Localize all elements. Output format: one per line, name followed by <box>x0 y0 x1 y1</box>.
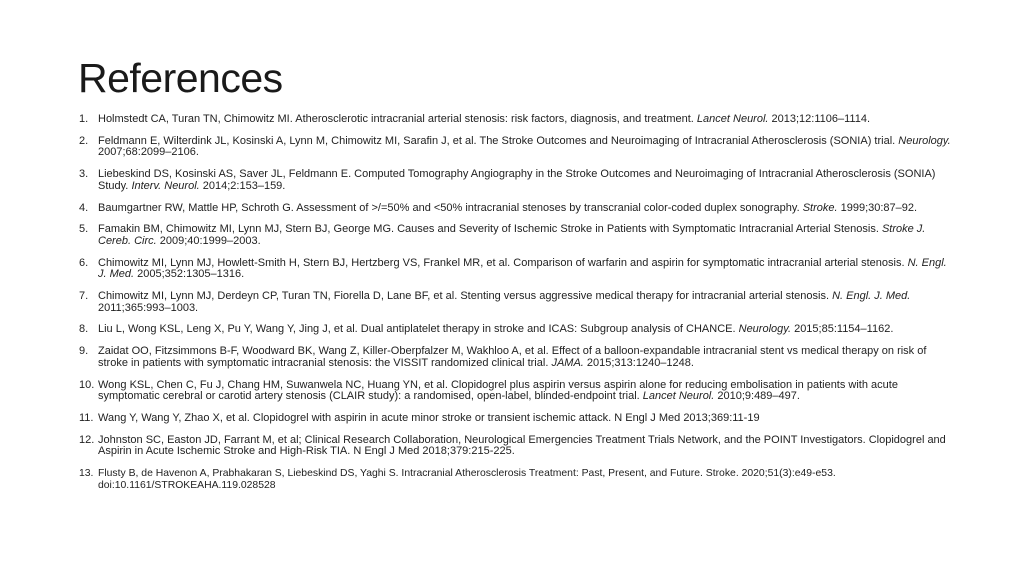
reference-journal: Neurology. <box>738 323 792 336</box>
reference-citation: 1999;30:87–92. <box>837 201 918 214</box>
reference-text: Feldmann E, Wilterdink JL, Kosinski A, Lynn M, Chimowitz MI, Sarafin J, et al. The Stroke Outcomes and Neuroimaging of Intracranial Atherosclerosis (SONIA) trial. <box>98 134 899 147</box>
reference-number: 3. <box>79 168 89 181</box>
reference-journal: Interv. Neurol. <box>131 179 200 192</box>
reference-citation: 2009;40:1999–2003. <box>156 234 261 247</box>
reference-citation: 2011;365:993–1003. <box>98 301 199 314</box>
reference-text: Chimowitz MI, Lynn MJ, Howlett-Smith H, Stern BJ, Hertzberg VS, Frankel MR, et al. Comparison of warfarin and aspirin for symptomatic intracranial arterial stenosis. <box>98 256 908 269</box>
reference-item <box>79 169 951 192</box>
reference-item <box>79 291 951 314</box>
reference-citation: 2013;12:1106–1114. <box>768 113 871 125</box>
reference-item <box>79 324 951 336</box>
reference-text: Wong KSL, Chen C, Fu J, Chang HM, Suwanwela NC, Huang YN, et al. Clopidogrel plus aspirin versus aspirin alone for reducing embolisation in patients with acute symptomatic cerebral or carotid artery stenosis (CLAIR study): a randomised, open-label, blinded-endpoint trial. <box>98 378 898 403</box>
reference-citation: 2015;313:1240–1248. <box>583 356 694 369</box>
reference-number: 2. <box>79 134 89 147</box>
reference-item <box>79 224 951 247</box>
reference-number: 8. <box>79 323 89 336</box>
reference-citation: 2015;85:1154–1162. <box>791 323 894 336</box>
reference-text: Baumgartner RW, Mattle HP, Schroth G. Assessment of >/=50% and <50% intracranial stenoses by transcranial color-coded duplex sonography. <box>98 201 803 214</box>
reference-text: Johnston SC, Easton JD, Farrant M, et al; Clinical Research Collaboration, Neurological Emergencies Treatment Trials Network, and the POINT Investigators. Clopidogrel and Aspirin in Acute Ischemic Stroke and High-Risk TIA. N Engl J Med 2018;379:215-225. <box>98 433 946 458</box>
reference-citation: 2007;68:2099–2106. <box>98 146 199 159</box>
reference-citation: 2005;352:1305–1316. <box>134 268 245 281</box>
reference-item <box>79 435 951 458</box>
reference-citation: 2010;9:489–497. <box>714 390 800 403</box>
reference-citation: 2014;2:153–159. <box>199 179 286 192</box>
reference-number: 11. <box>79 411 94 424</box>
reference-journal: N. Engl. J. Med. <box>832 290 911 303</box>
reference-item <box>79 468 951 491</box>
reference-text: Holmstedt CA, Turan TN, Chimowitz MI. Atherosclerotic intracranial arterial stenosis: risk factors, diagnosis, and treatment. <box>98 113 697 125</box>
reference-text: Liebeskind DS, Kosinski AS, Saver JL, Feldmann E. Computed Tomography Angiography in the Stroke Outcomes and Neuroimaging of Intracranial Atherosclerosis (SONIA) Study. <box>98 168 936 192</box>
reference-journal: Lancet Neurol. <box>696 113 769 125</box>
reference-item <box>79 346 951 369</box>
reference-item <box>79 203 951 215</box>
reference-text: Wang Y, Wang Y, Zhao X, et al. Clopidogrel with aspirin in acute minor stroke or transient ischemic attack. N Engl J Med 2013;369:11-19 <box>98 411 760 424</box>
reference-list <box>79 114 951 502</box>
reference-item <box>79 258 951 281</box>
reference-number: 5. <box>79 223 89 236</box>
reference-item <box>79 114 951 126</box>
reference-item <box>79 380 951 403</box>
reference-journal: Stroke. <box>802 201 838 214</box>
reference-number: 10. <box>79 378 95 391</box>
reference-number: 1. <box>79 113 89 125</box>
reference-text: Chimowitz MI, Lynn MJ, Derdeyn CP, Turan TN, Fiorella D, Lane BF, et al. Stenting versus aggressive medical therapy for intracranial arterial stenosis. <box>98 290 833 303</box>
reference-number: 9. <box>79 345 89 358</box>
reference-journal: Neurology. <box>898 134 951 147</box>
reference-number: 12. <box>79 433 95 446</box>
reference-text: Famakin BM, Chimowitz MI, Lynn MJ, Stern BJ, George MG. Causes and Severity of Ischemic Stroke in Patients with Symptomatic Intracranial Arterial Stenosis. <box>98 223 882 236</box>
reference-text: Liu L, Wong KSL, Leng X, Pu Y, Wang Y, Jing J, et al. Dual antiplatelet therapy in stroke and ICAS: Subgroup analysis of CHANCE. <box>98 323 739 336</box>
reference-number: 7. <box>79 290 89 303</box>
reference-number: 6. <box>79 256 89 269</box>
reference-journal: Lancet Neurol. <box>642 390 715 403</box>
reference-journal: Stroke J. Cereb. Circ. <box>98 223 926 247</box>
reference-journal: N. Engl. J. Med. <box>98 256 947 281</box>
reference-number: 4. <box>79 201 89 214</box>
page-title: References <box>78 55 283 101</box>
reference-item <box>79 413 951 425</box>
reference-journal: JAMA. <box>551 356 584 369</box>
reference-number: 13. <box>79 468 94 480</box>
reference-text: Zaidat OO, Fitzsimmons B-F, Woodward BK, Wang Z, Killer-Oberpfalzer M, Wakhloo A, et al. Effect of a balloon-expandable intracranial stent vs medical therapy on risk of stroke in patients with symptomatic intracranial stenosis: the VISSIT randomized clinical trial. <box>98 345 927 369</box>
reference-text: Flusty B, de Havenon A, Prabhakaran S, Liebeskind DS, Yaghi S. Intracranial Atherosclerosis Treatment: Past, Present, and Future. Stroke. 2020;51(3):e49-e53. doi:10.1161/STROKEAHA.119.028528 <box>98 468 836 491</box>
reference-item <box>79 136 951 159</box>
